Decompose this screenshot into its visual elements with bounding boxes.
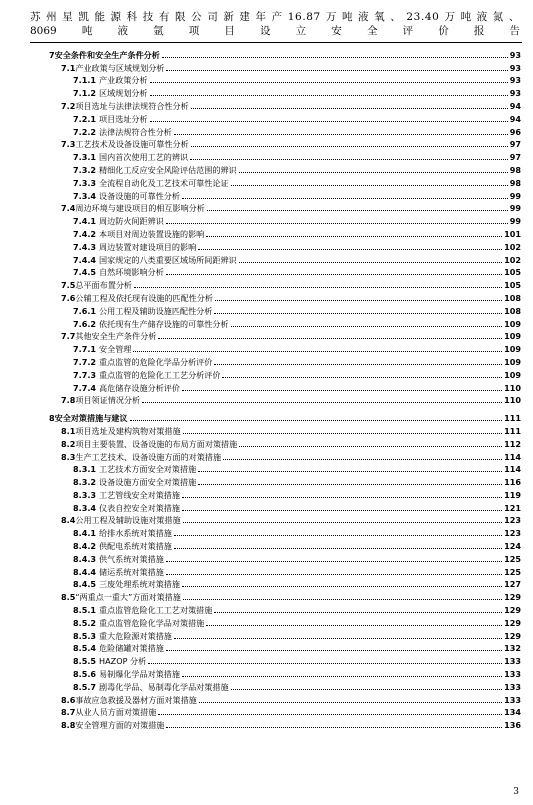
toc-dot-leader [215,300,502,301]
toc-entry[interactable] [49,85,521,98]
toc-dot-leader [174,638,502,639]
toc-entry[interactable] [49,615,521,628]
toc-dot-leader [174,535,502,536]
toc-dot-leader [198,471,502,472]
toc-entry-title: 重大危险源对策措施 [99,630,172,641]
toc-entry-number: 7.4.1 [73,216,97,227]
toc-entry-title: 安全管理 [99,344,132,355]
toc-entry-number: 7.6.2 [73,318,97,329]
toc-dot-leader [239,172,508,173]
toc-dot-leader [198,484,502,485]
toc-entry[interactable] [49,500,521,513]
toc-entry-page: 129 [504,592,521,603]
toc-dot-leader [191,146,508,147]
toc-entry[interactable] [49,462,521,475]
toc-dot-leader [183,433,503,434]
toc-entry[interactable] [49,60,521,73]
toc-entry-title: 危险储罐对策措施 [99,643,164,654]
toc-dot-leader [191,108,508,109]
toc-entry-title: 项目选址与法律法规符合性分析 [75,100,189,111]
toc-entry[interactable] [49,354,521,367]
toc-entry-number: 8.5.1 [73,605,97,616]
toc-entry-title: 全流程自动化及工艺技术可靠性论证 [99,177,229,188]
toc-entry-page: 136 [504,720,521,731]
toc-entry[interactable] [49,73,521,86]
toc-dot-leader [166,274,502,275]
toc-entry-title: 易制爆化学品对策措施 [99,669,180,680]
toc-entry-title: 公用工程及辅助设施匹配性分析 [99,305,213,316]
toc-entry[interactable] [49,201,521,214]
toc-entry-page: 109 [504,344,521,355]
toc-entry-number: 8.1 [61,425,76,436]
toc-dot-leader [166,727,502,728]
toc-dot-leader [182,198,508,199]
toc-entry-page: 134 [504,707,521,718]
toc-entry-page: 109 [504,369,521,380]
toc-entry-title: 周边装置对建设项目的影响 [99,241,197,252]
toc-entry-page: 98 [509,177,521,188]
toc-entry-number: 7.4.2 [73,228,97,239]
toc-entry-number: 8.5.7 [73,681,97,692]
toc-dot-leader [158,338,502,339]
toc-entry[interactable] [49,367,521,380]
toc-entry-number: 8.4.2 [73,541,97,552]
toc-entry-title: 事故应急救援及器材方面对策措施 [75,694,197,705]
header-rule [30,42,522,43]
toc-entry-title: 项目选址分析 [99,113,148,124]
toc-entry[interactable] [49,525,521,538]
toc-dot-leader [214,612,502,613]
toc-entry[interactable] [49,564,521,577]
toc-entry-page: 98 [509,164,521,175]
toc-entry[interactable] [49,137,521,150]
toc-entry-title: 从业人员方面对策措施 [75,707,157,718]
toc-entry-page: 101 [504,228,521,239]
toc-entry-number: 7.7.4 [73,382,97,393]
toc-entry-page: 110 [504,382,521,393]
toc-entry-title: 重点监管危险化学品对策措施 [99,617,205,628]
toc-entry-number: 7.7 [61,331,76,342]
toc-entry-number: 7.2.2 [73,126,97,137]
toc-entry[interactable] [49,188,521,201]
toc-dot-leader [166,223,508,224]
toc-entry-title: 仪表自控安全对策措施 [99,502,180,513]
toc-entry[interactable] [49,410,521,423]
toc-entry[interactable] [49,487,521,500]
toc-entry[interactable] [49,589,521,602]
toc-entry[interactable] [49,449,521,462]
document-header [30,10,520,38]
toc-dot-leader [183,599,502,600]
toc-entry[interactable] [49,602,521,615]
toc-dot-leader [223,459,502,460]
toc-dot-leader [182,497,502,498]
toc-entry-page: 93 [509,62,521,73]
toc-entry-title: 依托现有生产储存设施的可靠性分析 [99,318,229,329]
toc-entry-title: “两重点一重大”方面对策措施 [75,592,181,603]
toc-entry-page: 102 [504,254,521,265]
toc-entry[interactable] [49,380,521,393]
toc-entry-page: 94 [509,113,521,124]
toc-entry-page: 109 [504,331,521,342]
toc-entry-number: 8.5.6 [73,669,97,680]
toc-entry-title: 重点监管危险化工工艺对策措施 [99,605,213,616]
toc-entry-title: 国家规定的八类重要区域场所间距辨识 [99,254,237,265]
toc-entry-title: 剧毒化学品、易制毒化学品对策措施 [99,681,229,692]
toc-entry-title: 工艺技术及设备设施可靠性分析 [75,139,189,150]
toc-entry-page: 112 [504,438,521,449]
toc-dot-leader [174,134,508,135]
toc-dot-leader [174,548,502,549]
toc-entry-number: 8.3 [61,451,76,462]
toc-entry-number: 8.4 [61,515,76,526]
toc-entry-page: 96 [509,126,521,137]
toc-entry-title: 给排水系统对策措施 [99,528,172,539]
toc-entry-page: 110 [504,395,521,406]
toc-entry[interactable] [49,653,521,666]
toc-entry-page: 123 [504,515,521,526]
toc-entry-page: 125 [504,553,521,564]
toc-entry-title: 项目选址及建构筑物对策措施 [75,425,181,436]
toc-entry[interactable] [49,226,521,239]
toc-entry[interactable] [49,393,521,406]
toc-entry-title: 安全条件和安全生产条件分析 [54,49,160,60]
toc-entry[interactable] [49,436,521,449]
toc-entry-page: 114 [504,464,521,475]
toc-entry-number: 7.3.2 [73,164,97,175]
toc-entry[interactable] [49,277,521,290]
toc-entry[interactable] [49,303,521,316]
toc-entry[interactable] [49,577,521,590]
toc-dot-leader [166,561,502,562]
toc-entry-title: 产业政策分析 [99,75,148,86]
toc-dot-leader [231,326,503,327]
toc-dot-leader [199,702,502,703]
toc-entry-title: 区域规划分析 [99,88,148,99]
toc-entry-page: 127 [504,579,521,590]
toc-entry-page: 111 [504,413,521,424]
toc-entry-number: 8.3.3 [73,489,97,500]
toc-entry[interactable] [49,111,521,124]
toc-entry-number: 8.4.4 [73,566,97,577]
toc-dot-leader [239,262,502,263]
toc-entry[interactable] [49,513,521,526]
toc-entry-title: 周边防火间距辨识 [99,216,164,227]
toc-entry-page: 124 [504,541,521,552]
toc-dot-leader [182,510,502,511]
toc-entry-number: 7.1.1 [73,75,97,86]
toc-dot-leader [134,287,502,288]
toc-dot-leader [150,95,508,96]
toc-dot-leader [198,249,502,250]
toc-dot-leader [231,689,503,690]
toc-entry-title: 项目领证情况分析 [75,395,141,406]
toc-entry-number: 8.4.3 [73,553,97,564]
toc-entry-page: 99 [509,203,521,214]
toc-entry-title: 储运系统对策措施 [99,566,164,577]
toc-entry-page: 129 [504,617,521,628]
toc-entry[interactable] [49,149,521,162]
toc-entry[interactable] [49,551,521,564]
toc-entry-page: 129 [504,630,521,641]
toc-dot-leader [214,313,502,314]
toc-entry-page: 133 [504,669,521,680]
toc-dot-leader [158,714,502,715]
toc-entry-page: 121 [504,502,521,513]
toc-entry-page: 93 [509,75,521,86]
toc-entry-number: 8.7 [61,707,76,718]
toc-entry-page: 133 [504,694,521,705]
header-title-line-2: 8069吨液氩项目设立安全评价报告 [30,25,520,37]
toc-entry-number: 8.2 [61,438,76,449]
toc-entry[interactable] [49,329,521,342]
toc-dot-leader [150,82,508,83]
toc-entry[interactable] [49,538,521,551]
toc-entry-number: 7.8 [61,395,76,406]
toc-entry-page: 108 [504,292,521,303]
toc-entry-number: 8.5.4 [73,643,97,654]
toc-entry-title: 设备设施方面安全对策措施 [99,477,197,488]
toc-entry[interactable] [49,692,521,705]
toc-entry-number: 7.2 [61,100,76,111]
toc-entry[interactable] [49,47,521,60]
toc-dot-leader [133,351,502,352]
toc-entry-page: 93 [509,88,521,99]
toc-dot-leader [166,70,507,71]
toc-dot-leader [182,676,502,677]
toc-entry-title: 周边环境与建设项目的相互影响分析 [75,203,205,214]
toc-entry[interactable] [49,175,521,188]
toc-entry-number: 8.3.4 [73,502,97,513]
toc-entry-title: 工艺技术方面安全对策措施 [99,464,197,475]
toc-dot-leader [166,574,502,575]
toc-entry-number: 8.3.1 [73,464,97,475]
toc-dot-leader [148,663,502,664]
toc-dot-leader [162,57,508,58]
page-number: 3 [513,787,519,797]
toc-entry-number: 8.5.5 [73,656,97,667]
toc-entry[interactable] [49,213,521,226]
toc-entry-title: 供配电系统对策措施 [99,541,172,552]
toc-entry-title: 总平面布置分析 [75,280,133,291]
toc-entry[interactable] [49,316,521,329]
toc-entry-title: 重点监管的危险化学品分析评价 [99,356,213,367]
toc-entry-title: HAZOP 分析 [99,656,147,667]
toc-entry[interactable] [49,290,521,303]
toc-entry-number: 7.4.3 [73,241,97,252]
toc-dot-leader [231,185,508,186]
toc-entry-title: 产业政策与区域规划分析 [75,62,165,73]
toc-entry-number: 7.7.1 [73,344,97,355]
toc-entry-number: 7.4 [61,203,76,214]
toc-entry[interactable] [49,423,521,436]
toc-entry-number: 7.3.1 [73,152,97,163]
toc-dot-leader [142,402,502,403]
toc-dot-leader [182,586,502,587]
toc-entry-title: 公用工程及辅助设施对策措施 [75,515,181,526]
toc-entry-number: 7.7.3 [73,369,97,380]
toc-entry-number: 7.5 [61,280,76,291]
toc-entry[interactable] [49,162,521,175]
toc-entry-title: 设备设施的可靠性分析 [99,190,180,201]
toc-entry-page: 119 [504,489,521,500]
toc-entry-title: 供气系统对策措施 [99,553,164,564]
toc-entry[interactable] [49,628,521,641]
toc-entry-page: 133 [504,656,521,667]
toc-entry[interactable] [49,239,521,252]
toc-entry-page: 133 [504,681,521,692]
toc-entry[interactable] [49,641,521,654]
toc-entry-page: 105 [504,267,521,278]
toc-entry-number: 7.2.1 [73,113,97,124]
toc-dot-leader [214,364,502,365]
toc-dot-leader [207,210,508,211]
toc-entry-number: 7.3.4 [73,190,97,201]
toc-entry-page: 109 [504,318,521,329]
toc-entry[interactable] [49,474,521,487]
toc-entry-page: 111 [504,425,521,436]
toc-entry-title: 本项目对周边装置设施的影响 [99,228,205,239]
toc-entry-title: 其他安全生产条件分析 [75,331,157,342]
toc-entry-page: 99 [509,216,521,227]
toc-dot-leader [190,159,508,160]
toc-entry-page: 129 [504,605,521,616]
toc-dot-leader [130,420,503,421]
toc-entry-page: 114 [504,451,521,462]
toc-entry-title: 自然环境影响分析 [99,267,164,278]
toc-entry-number: 7.1 [61,62,76,73]
toc-dot-leader [166,650,502,651]
toc-dot-leader [182,390,502,391]
toc-entry-number: 8.3.2 [73,477,97,488]
toc-entry-page: 116 [504,477,521,488]
toc-entry-title: 三废处理系统对策措施 [99,579,180,590]
toc-entry[interactable] [49,124,521,137]
toc-entry[interactable] [49,265,521,278]
toc-entry-page: 132 [504,643,521,654]
toc-entry-number: 8.5 [61,592,76,603]
toc-entry[interactable] [49,341,521,354]
toc-entry-number: 8.8 [61,720,76,731]
toc-entry-number: 7 [49,49,55,60]
toc-entry-page: 97 [509,152,521,163]
toc-entry-number: 7.7.2 [73,356,97,367]
toc-entry[interactable] [49,717,521,730]
toc-entry-number: 7.3 [61,139,76,150]
header-title-line-1: 苏州星凯能源科技有限公司新建年产16.87万吨液氧、23.40万吨液氮、 [30,11,520,23]
toc-entry-number: 7.3.3 [73,177,97,188]
toc-entry-number: 7.6 [61,292,76,303]
toc-entry-number: 8 [49,413,55,424]
toc-entry-number: 8.4.5 [73,579,97,590]
toc-entry-number: 7.1.2 [73,88,97,99]
toc-entry-page: 123 [504,528,521,539]
toc-dot-leader [222,377,502,378]
toc-entry-number: 8.6 [61,694,76,705]
toc-entry-title: 国内首次使用工艺的辨识 [99,152,189,163]
toc-entry-page: 109 [504,356,521,367]
toc-entry-number: 8.4.1 [73,528,97,539]
toc-dot-leader [150,121,508,122]
toc-entry-number: 8.5.3 [73,630,97,641]
toc-entry[interactable] [49,98,521,111]
toc-entry[interactable] [49,679,521,692]
toc-entry-page: 105 [504,280,521,291]
toc-entry-page: 108 [504,305,521,316]
toc-entry[interactable] [49,252,521,265]
toc-entry-number: 7.4.4 [73,254,97,265]
toc-entry-page: 97 [509,139,521,150]
toc-entry-title: 重点监管的危险化工工艺分析评价 [99,369,221,380]
toc-entry-page: 125 [504,566,521,577]
toc-entry-title: 精细化工反应安全风险评估范围的辨识 [99,164,237,175]
toc-entry-page: 94 [509,100,521,111]
toc-entry-number: 7.6.1 [73,305,97,316]
toc-dot-leader [239,446,502,447]
toc-entry-title: 安全管理方面的对策措施 [75,720,165,731]
toc-entry-title: 公辅工程及依托现有设施的匹配性分析 [75,292,213,303]
toc-entry-number: 8.5.2 [73,617,97,628]
toc-entry-title: 法律法规符合性分析 [99,126,172,137]
toc-entry[interactable] [49,705,521,718]
toc-dot-leader [206,625,502,626]
toc-entry-page: 99 [509,190,521,201]
toc-entry-title: 生产工艺技术、设备设施方面的对策措施 [75,451,222,462]
toc-dot-leader [183,522,503,523]
toc-entry-title: 安全对策措施与建议 [54,413,128,424]
table-of-contents [49,47,521,730]
toc-entry-page: 93 [509,49,521,60]
toc-entry-title: 项目主要装置、设备设施的布局方面对策措施 [75,438,238,449]
toc-entry-title: 工艺管线安全对策措施 [99,489,180,500]
toc-entry[interactable] [49,666,521,679]
toc-entry-title: 高危储存设施分析评价 [99,382,180,393]
toc-dot-leader [206,236,502,237]
toc-entry-number: 7.4.5 [73,267,97,278]
toc-entry-page: 102 [504,241,521,252]
